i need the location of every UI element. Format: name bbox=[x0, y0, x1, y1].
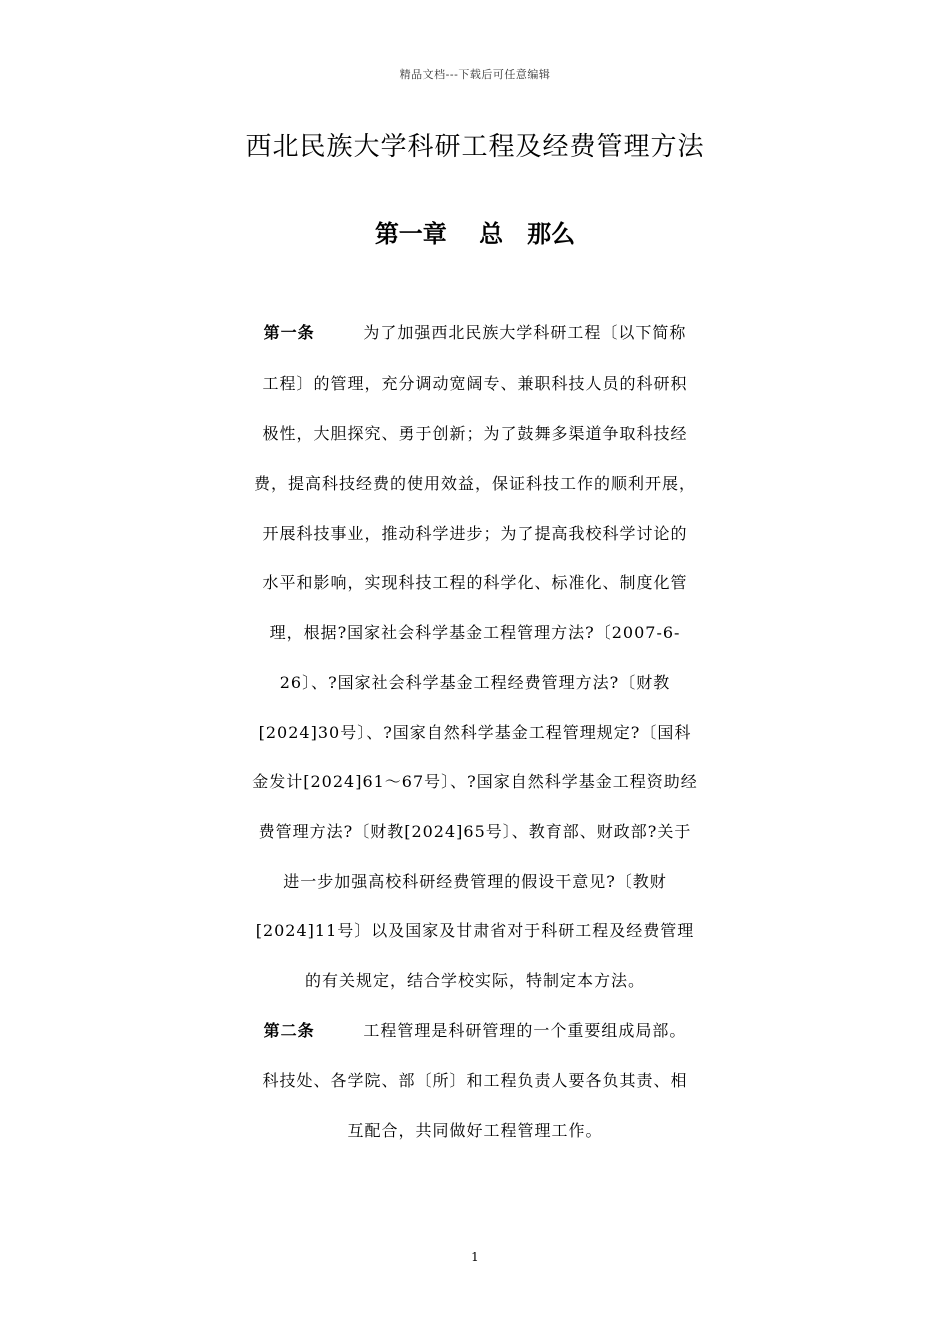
chapter-name: 总 那么 bbox=[479, 220, 576, 248]
page-header-note: 精品文档---下载后可任意编辑 bbox=[399, 68, 551, 81]
document-title: 西北民族大学科研工程及经费管理方法 bbox=[245, 132, 705, 162]
article-1-line-10: 金发计[2024]61～67号〕、?国家自然科学基金工程资助经 bbox=[252, 772, 698, 791]
article-2-text-1: 工程管理是科研管理的一个重要组成局部。 bbox=[363, 1021, 687, 1040]
article-1-line-13: [2024]11号〕以及国家及甘肃省对于科研工程及经费管理 bbox=[255, 921, 695, 940]
article-1-line-1 bbox=[0, 318, 950, 348]
article-2-line-1 bbox=[0, 1016, 950, 1046]
article-1-line-4: 费，提高科技经费的使用效益，保证科技工作的顺利开展， bbox=[253, 474, 696, 493]
page-number: 1 bbox=[471, 1250, 479, 1264]
article-1-line-5: 开展科技事业，推动科学进步；为了提高我校科学讨论的 bbox=[262, 524, 688, 543]
article-1-text-1: 为了加强西北民族大学科研工程〔以下简称 bbox=[363, 323, 687, 342]
article-2-number: 第二条 bbox=[263, 1021, 315, 1040]
article-1-line-6: 水平和影响，实现科技工程的科学化、标准化、制度化管 bbox=[262, 573, 688, 592]
article-1-line-14: 的有关规定，结合学校实际，特制定本方法。 bbox=[304, 971, 645, 990]
article-1-number: 第一条 bbox=[263, 323, 315, 342]
article-2-line-2: 科技处、各学院、部〔所〕和工程负责人要各负其责、相 bbox=[262, 1071, 688, 1090]
article-1-line-3: 极性，大胆探究、勇于创新；为了鼓舞多渠道争取科技经 bbox=[262, 424, 688, 443]
article-1-line-8: 26〕、?国家社会科学基金工程经费管理方法?〔财教 bbox=[279, 673, 671, 692]
article-1-line-12: 进一步加强高校科研经费管理的假设干意见?〔教财 bbox=[283, 872, 667, 891]
chapter-heading bbox=[0, 214, 950, 249]
chapter-number: 第一章 bbox=[374, 220, 447, 248]
article-1-line-9: [2024]30号〕、?国家自然科学基金工程管理规定?〔国科 bbox=[258, 723, 692, 742]
article-1-line-11: 费管理方法?〔财教[2024]65号〕、教育部、财政部?关于 bbox=[258, 822, 692, 841]
article-2-line-3: 互配合，共同做好工程管理工作。 bbox=[347, 1121, 603, 1140]
article-1-line-2: 工程〕的管理，充分调动宽阔专、兼职科技人员的科研积 bbox=[262, 374, 688, 393]
article-1-line-7: 理，根据?国家社会科学基金工程管理方法?〔2007-6- bbox=[269, 623, 681, 642]
